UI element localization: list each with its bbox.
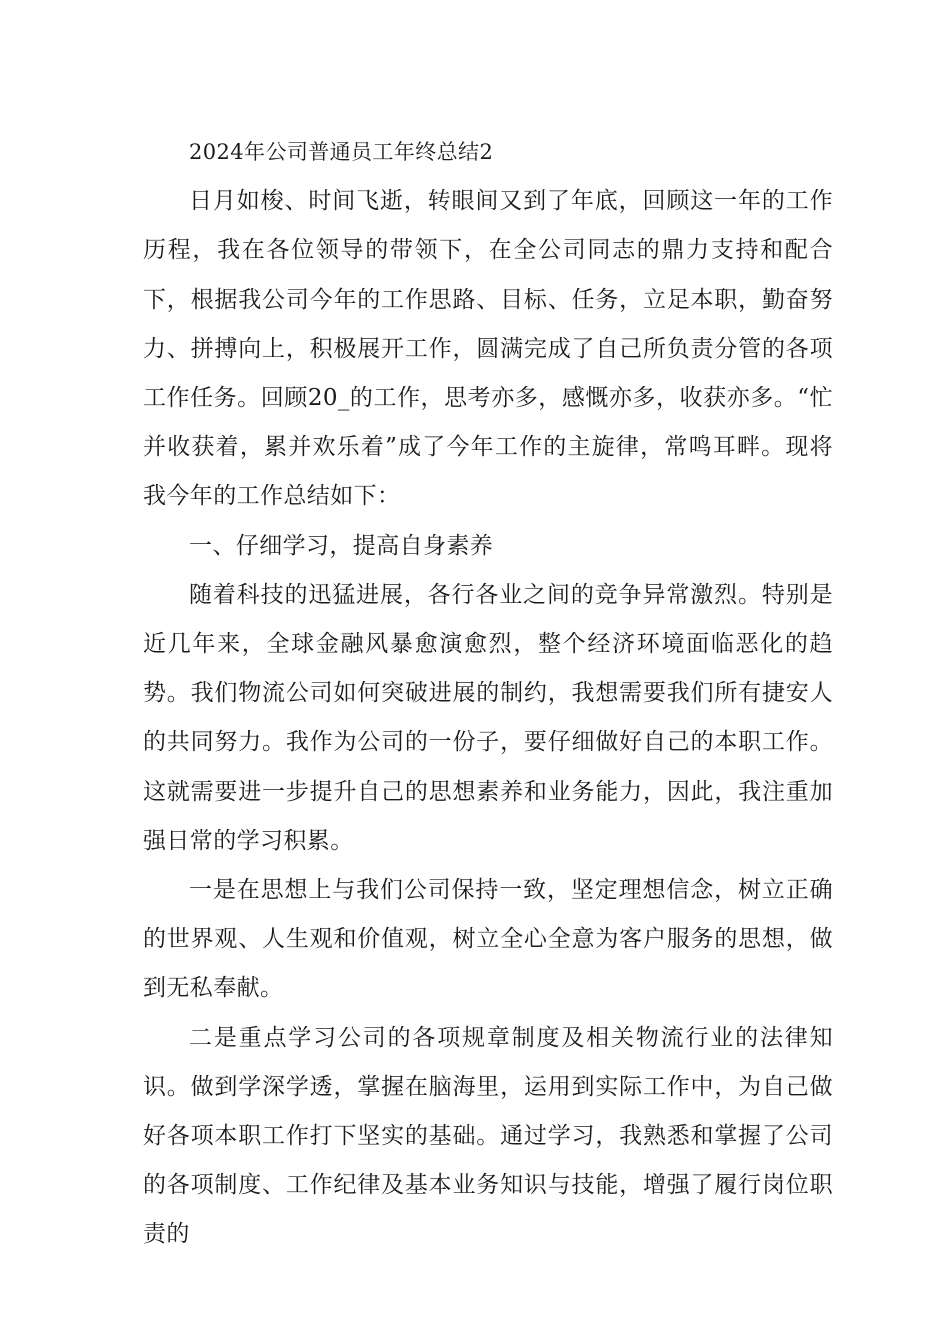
intro-paragraph: 日月如梭、时间飞逝，转眼间又到了年底，回顾这一年的工作历程，我在各位领导的带领下，在全公司同志的鼎力支持和配合下，根据我公司今年的工作思路、目标、任务，立足本职，勤奋努力、拼搏向上，积极展开工作，圆满完成了自己所负责分管的各项工作任务。回顾20_的工作，思考亦多，感慨亦多，收获亦多。“忙并收获着，累并欢乐着”成了今年工作的主旋律，常鸣耳畔。现将我今年的工作总结如下： [143,188,833,510]
section-paragraph-2: 一是在思想上与我们公司保持一致，坚定理想信念，树立正确的世界观、人生观和价值观，树立全心全意为客户服务的思想，做到无私奉献。 [143,877,833,1002]
document-title: 2024年公司普通员工年终总结2 [189,140,494,164]
section-paragraph-3: 二是重点学习公司的各项规章制度及相关物流行业的法律知识。做到学深学透，掌握在脑海里，运用到实际工作中，为自己做好各项本职工作打下坚实的基础。通过学习，我熟悉和掌握了公司的各项制度、工作纪律及基本业务知识与技能，增强了履行岗位职责的 [143,1024,833,1248]
section-paragraph-1: 随着科技的迅猛进展，各行各业之间的竞争异常激烈。特别是近几年来，全球金融风暴愈演愈烈，整个经济环境面临恶化的趋势。我们物流公司如何突破进展的制约，我想需要我们所有捷安人的共同努力。我作为公司的一份子，要仔细做好自己的本职工作。这就需要进一步提升自己的思想素养和业务能力，因此，我注重加强日常的学习积累。 [143,581,833,854]
document-body [143,128,833,1260]
section-heading: 一、仔细学习，提高自身素养 [189,532,494,559]
